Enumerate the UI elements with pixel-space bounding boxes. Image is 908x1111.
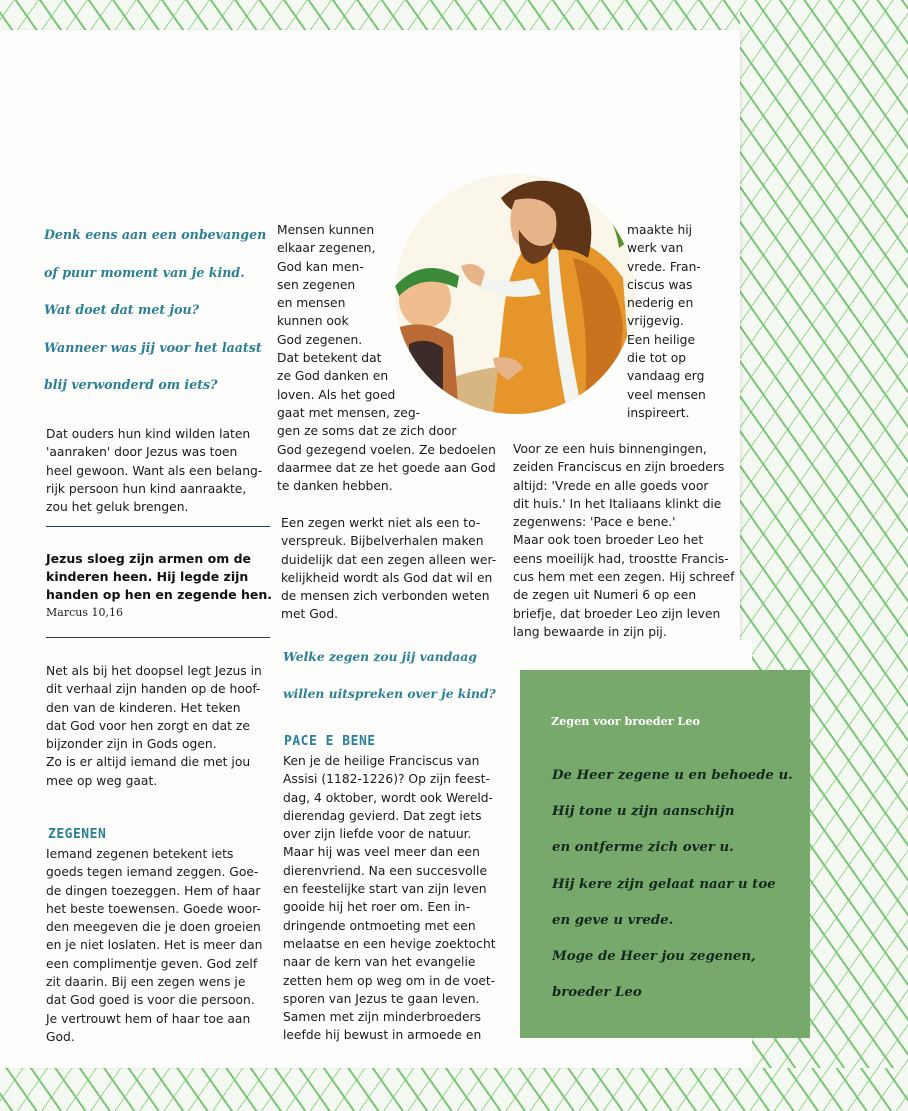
blessing-box-text: De Heer zegene u en behoede u. Hij tone u zijn aanschijn en ontferme zich over u. Hij kere zijn gelaat naar u toe en geve u vrede. Moge de Heer jou zegenen, broeder Leo [552, 768, 793, 1001]
franciscus-paragraph: Ken je de heilige Franciscus van Assisi (1182-1226)? Op zijn feest- dag, 4 oktober, wordt ook Wereld- dierendag gevierd. Dat zegt iets over zijn liefde voor de natuur. Maar hij was veel meer dan een dierenvriend. Na een succesvolle en feestelijke start van zijn leven gooide hij het roer om. Een in- dringende ontmoeting met een melaatse en een hevige zoektocht naar de kern van het evangelie zetten hem op weg om in de voet- sporen van Jezus te gaan leven. Samen met zijn minderbroeders leefde hij bewust in armoede en [283, 754, 496, 1043]
prompt-line: blij verwonderd om iets? [44, 377, 218, 392]
divider-top [46, 526, 270, 527]
blessing-box [520, 670, 810, 1038]
zegenen-paragraph: Iemand zegenen betekent iets goeds tegen iemand zeggen. Goe- de dingen toezeggen. Hem of haar het beste toewensen. Goede woor- den meegeven die je doen groeien en je niet loslaten. Het is meer dan een complimentje geven. God zelf zit daarin. Bij een zegen wens je dat God goed is voor die persoon. Je vertrouwt hem of haar toe aan God. [46, 847, 263, 1044]
blessing-paragraph: Mensen kunnen elkaar zegenen, God kan men- sen zegenen en mensen kunnen ook God zegenen. Dat betekent dat ze God danken en loven. Als het goed gaat met mensen, zeg- gen ze soms dat ze zich door God gezegend voelen. Ze bedoelen daarmee dat ze het goede aan God te danken hebben. [277, 223, 496, 494]
decorative-pattern-bottom [0, 1068, 908, 1111]
prompt-line: of puur moment van je kind. [44, 264, 245, 280]
divider-bottom [46, 637, 270, 638]
reflection-prompt [44, 216, 274, 404]
question-line: Welke zegen zou jij vandaag [283, 649, 477, 664]
blessing-question [283, 638, 496, 712]
prompt-line: Denk eens aan een onbevangen [44, 227, 267, 242]
baptism-paragraph: Net als bij het doopsel legt Jezus in dit verhaal zijn handen op de hoof- den van de kinderen. Het teken dat God voor hen zorgt en dat ze bijzonder zijn in Gods ogen. Zo is er altijd iemand die met jou mee op weg gaat. [46, 664, 262, 788]
intro-paragraph: Dat ouders hun kind wilden laten 'aanraken' door Jezus was toen heel gewoon. Want als een belang- rijk persoon hun kind aanraakte, zou het geluk brengen. [46, 427, 263, 515]
bible-quote: Jezus sloeg zijn armen om de kinderen heen. Hij legde zijn handen op hen en zegende hen. [46, 551, 273, 602]
question-line: willen uitspreken over je kind? [283, 686, 496, 701]
bible-reference: Marcus 10,16 [46, 606, 123, 619]
pace-e-bene-heading: PACE E BENE [284, 734, 376, 749]
prompt-line: Wanneer was jij voor het laatst [44, 339, 262, 355]
franciscus-paragraph-continued: maakte hij werk van vrede. Fran- ciscus was nederig en vrijgevig. Een heilige die tot op vandaag erg veel mensen inspireert. [627, 223, 706, 420]
prompt-line: Wat doet dat met jou? [44, 302, 200, 317]
pace-e-bene-paragraph: Voor ze een huis binnengingen, zeiden Franciscus en zijn broeders altijd: 'Vrede en alle goeds voor dit huis.' In het Italiaans klinkt die zegenwens: 'Pace e bene.' Maar ook toen broeder Leo het eens moeilijk had, troostte Francis- cus hem met een zegen. Hij schreef de zegen uit Numeri 6 op een briefje, dat broeder Leo zijn leven lang bewaarde in zijn pij. [513, 442, 735, 639]
spell-paragraph: Een zegen werkt niet als een to- verspreuk. Bijbelverhalen maken duidelijk dat een zegen alleen wer- kelijkheid wordt als God dat wil en de mensen zich verbonden weten met God. [281, 516, 497, 622]
zegenen-heading: ZEGENEN [48, 827, 107, 842]
blessing-box-title: Zegen voor broeder Leo [551, 714, 700, 728]
jesus-blessing-child-illustration [383, 168, 645, 416]
